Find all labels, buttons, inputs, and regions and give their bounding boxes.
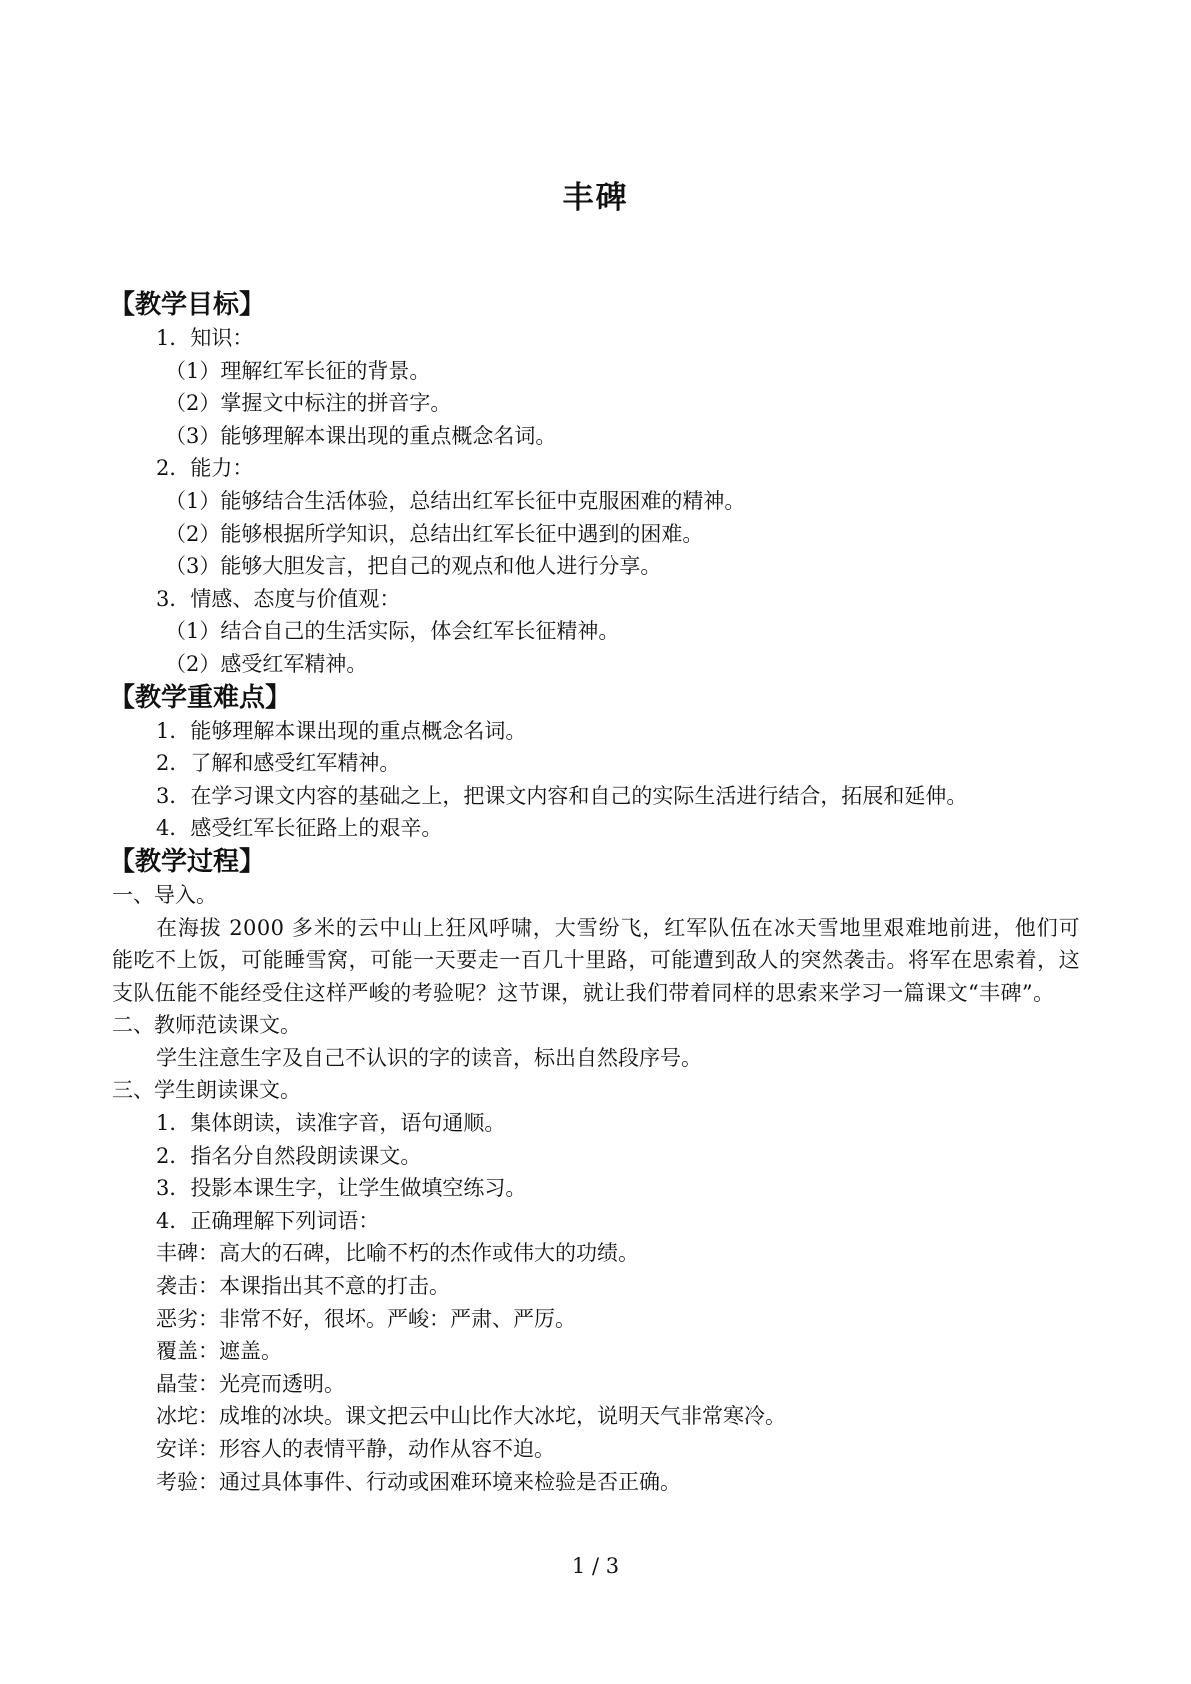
list-item: 4．感受红军长征路上的艰辛。 bbox=[156, 816, 443, 841]
vocab-item: 冰坨：成堆的冰块。课文把云中山比作大冰坨，说明天气非常寒冷。 bbox=[156, 1404, 786, 1429]
part-title-intro: 一、导入。 bbox=[112, 882, 217, 907]
page-number: 1 / 3 bbox=[571, 1554, 620, 1578]
vocab-item: 丰碑：高大的石碑，比喻不朽的杰作或伟大的功绩。 bbox=[156, 1241, 639, 1266]
list-item: 3．投影本课生字，让学生做填空练习。 bbox=[156, 1176, 527, 1201]
list-item: （3）能够大胆发言，把自己的观点和他人进行分享。 bbox=[165, 554, 662, 579]
list-item: 1．集体朗读，读准字音，语句通顺。 bbox=[156, 1111, 506, 1136]
list-item: 2．指名分自然段朗读课文。 bbox=[156, 1143, 422, 1168]
page-title: 丰碑 bbox=[562, 180, 629, 216]
vocab-item: 袭击：本课指出其不意的打击。 bbox=[156, 1274, 450, 1299]
teacher-reading-text: 学生注意生字及自己不认识的字的读音，标出自然段序号。 bbox=[156, 1045, 702, 1070]
section-heading-key-points: 【教学重难点】 bbox=[109, 682, 292, 713]
vocab-item: 安详：形容人的表情平静，动作从容不迫。 bbox=[156, 1437, 555, 1461]
list-item: （2）能够根据所学知识，总结出红军长征中遇到的困难。 bbox=[165, 521, 704, 546]
list-item: （1）能够结合生活体验，总结出红军长征中克服困难的精神。 bbox=[165, 488, 746, 513]
vocab-item: 恶劣：非常不好，很坏。严峻：严肃、严厉。 bbox=[156, 1306, 576, 1331]
subheading-knowledge: 1．知识： bbox=[156, 326, 254, 350]
subheading-emotion: 3．情感、态度与价值观： bbox=[156, 586, 401, 611]
list-item: 4．正确理解下列词语： bbox=[156, 1208, 380, 1233]
list-item: 1．能够理解本课出现的重点概念名词。 bbox=[156, 718, 527, 743]
vocab-item: 覆盖：遮盖。 bbox=[156, 1339, 282, 1364]
part-title-teacher-reading: 二、教师范读课文。 bbox=[112, 1013, 301, 1038]
list-item: （3）能够理解本课出现的重点概念名词。 bbox=[165, 423, 557, 448]
list-item: （1）结合自己的生活实际，体会红军长征精神。 bbox=[165, 619, 620, 644]
intro-paragraph: 在海拔 2000 多米的云中山上狂风呼啸，大雪纷飞，红军队伍在冰天雪地里艰难地前进，他们可能吃不上饭，可能睡雪窝，可能一天要走一百几十里路，可能遭到敌人的突然袭击。将军在思索着，这支队伍能不能经受住这样严峻的考验呢？这节课，就让我们带着同样的思索来学习一篇课文“丰碑”。 bbox=[112, 915, 1080, 1005]
list-item: （2）感受红军精神。 bbox=[165, 651, 368, 676]
section-heading-objectives: 【教学目标】 bbox=[109, 290, 266, 320]
list-item: 2．了解和感受红军精神。 bbox=[156, 751, 401, 776]
document-body bbox=[109, 288, 1080, 1498]
vocab-item: 晶莹：光亮而透明。 bbox=[156, 1371, 345, 1396]
list-item: 3．在学习课文内容的基础之上，把课文内容和自己的实际生活进行结合，拓展和延伸。 bbox=[156, 783, 968, 808]
section-heading-process: 【教学过程】 bbox=[109, 846, 266, 877]
list-item: （2）掌握文中标注的拼音字。 bbox=[165, 391, 452, 416]
part-title-student-reading: 三、学生朗读课文。 bbox=[112, 1078, 301, 1103]
list-item: （1）理解红军长征的背景。 bbox=[165, 358, 431, 383]
subheading-ability: 2．能力： bbox=[156, 456, 254, 481]
vocab-item: 考验：通过具体事件、行动或困难环境来检验是否正确。 bbox=[156, 1469, 681, 1494]
